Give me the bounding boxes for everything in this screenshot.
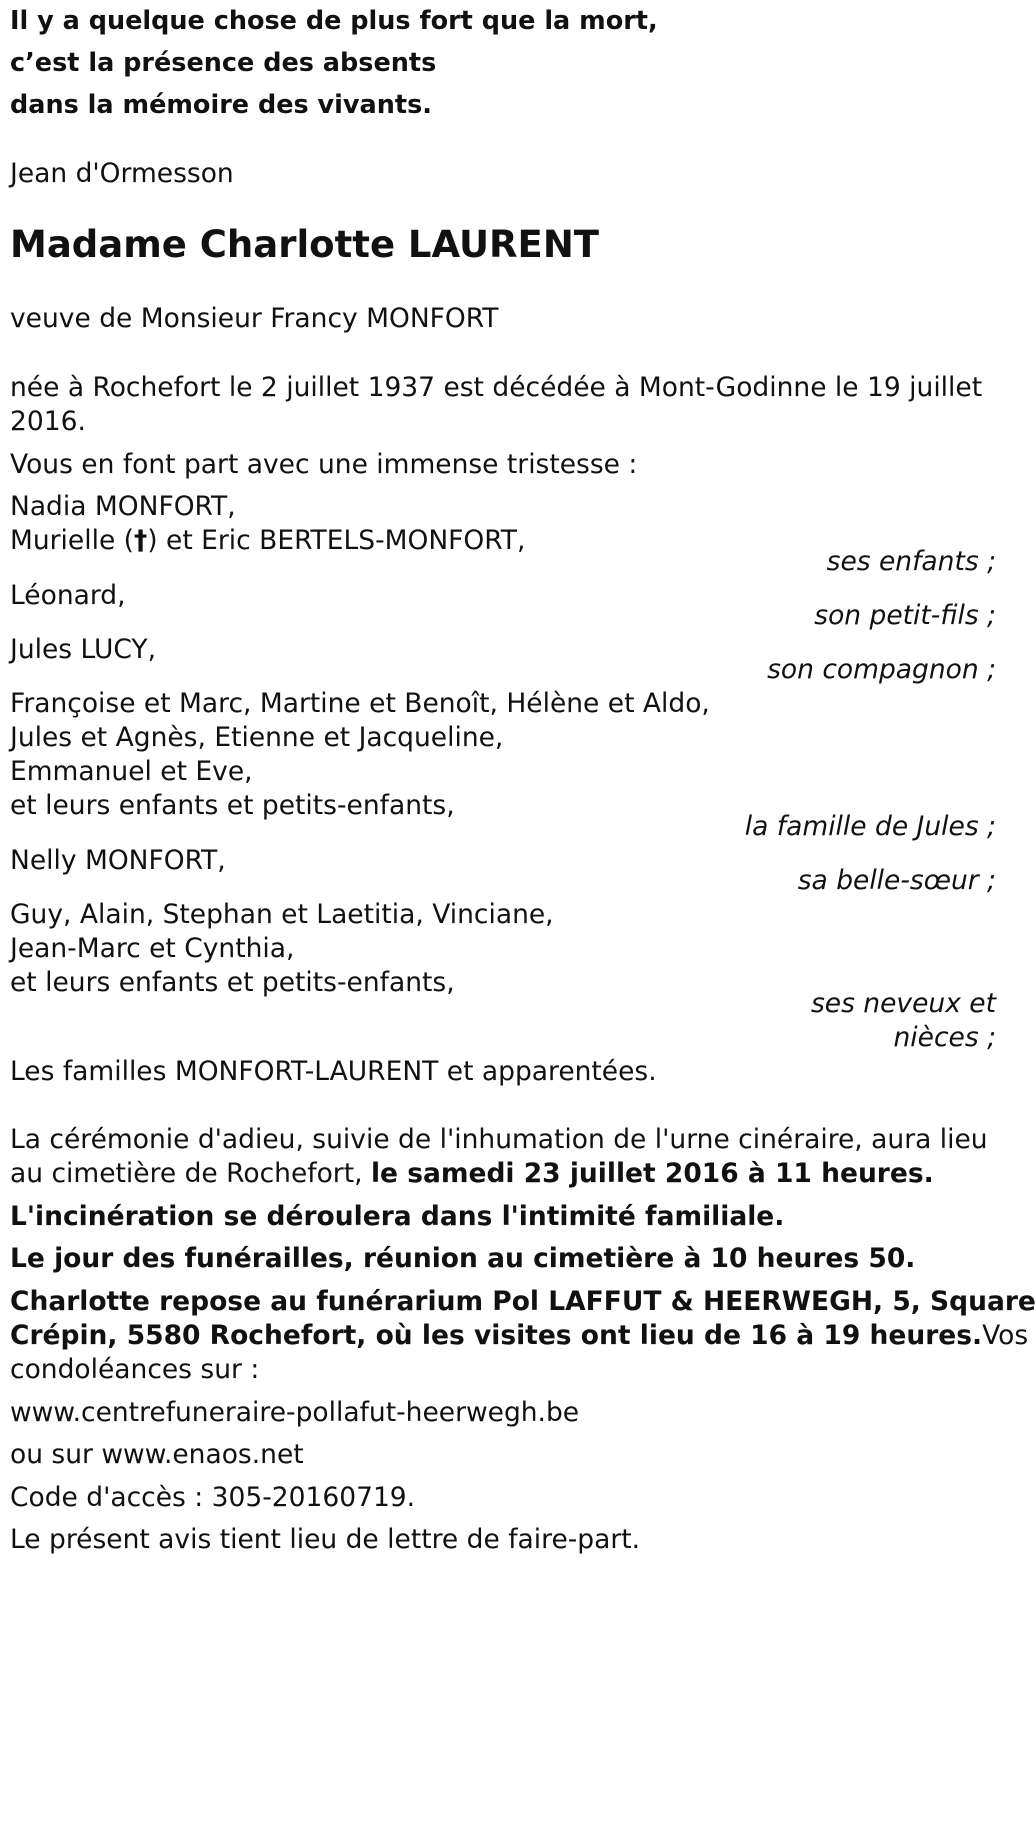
rest-line-1: Charlotte repose au funérarium Pol LAFFUT & HEERWEGH, 5, Square — [10, 1286, 1036, 1317]
jules-family-line-3: Emmanuel et Eve, — [10, 756, 253, 787]
jules-family-role: la famille de Jules ; — [744, 811, 996, 842]
nephews-line-2: Jean-Marc et Cynthia, — [10, 933, 295, 964]
quote-line-1: Il y a quelque chose de plus fort que la mort, — [10, 6, 658, 36]
companion: Jules LUCY, — [10, 634, 156, 665]
jules-family-line-4: et leurs enfants et petits-enfants, — [10, 790, 455, 821]
access-code: Code d'accès : 305-20160719. — [10, 1482, 416, 1513]
grandson-role: son petit-fils ; — [814, 600, 996, 631]
jules-family-line-2: Jules et Agnès, Etienne et Jacqueline, — [10, 722, 504, 753]
ceremony-line-2 — [10, 1158, 934, 1189]
birth-death-line-2: 2016. — [10, 406, 86, 437]
deceased-name: Madame Charlotte LAURENT — [10, 223, 600, 266]
quote-author: Jean d'Ormesson — [10, 158, 234, 189]
closing: Le présent avis tient lieu de lettre de faire-part. — [10, 1524, 641, 1555]
announcement: Vous en font part avec une immense tristesse : — [10, 449, 638, 480]
companion-role: son compagnon ; — [767, 654, 996, 685]
grandson: Léonard, — [10, 580, 126, 611]
nephews-line-1: Guy, Alain, Stephan et Laetitia, Vinciane, — [10, 899, 554, 930]
ceremony-line-1: La cérémonie d'adieu, suivie de l'inhumation de l'urne cinéraire, aura lieu — [10, 1124, 988, 1155]
jules-family-line-1: Françoise et Marc, Martine et Benoît, Hélène et Aldo, — [10, 688, 710, 719]
website-1: www.centrefuneraire-pollafut-heerwegh.be — [10, 1397, 580, 1428]
rest-line-2 — [10, 1320, 1028, 1351]
meeting: Le jour des funérailles, réunion au cimetière à 10 heures 50. — [10, 1243, 916, 1274]
families: Les familles MONFORT-LAURENT et apparentées. — [10, 1056, 657, 1087]
website-2: ou sur www.enaos.net — [10, 1439, 304, 1470]
children-line-2-a: Murielle ( — [10, 525, 135, 556]
children-role: ses enfants ; — [826, 546, 996, 577]
ceremony-line-2-a: au cimetière de Rochefort, — [10, 1158, 371, 1189]
nephews-role-line-1: ses neveux et — [810, 988, 996, 1019]
condolences: condoléances sur : — [10, 1354, 260, 1385]
sister-in-law-role: sa belle-sœur ; — [797, 865, 996, 896]
rest-line-2-bold: Crépin, 5580 Rochefort, où les visites ont lieu de 16 à 19 heures. — [10, 1320, 983, 1351]
widow-of: veuve de Monsieur Francy MONFORT — [10, 303, 499, 334]
cross-icon: † — [134, 525, 148, 556]
nephews-line-3: et leurs enfants et petits-enfants, — [10, 967, 455, 998]
rest-line-2-tail: Vos — [982, 1320, 1029, 1351]
quote-line-2: c’est la présence des absents — [10, 48, 437, 78]
children-line-2 — [10, 525, 525, 556]
children-line-2-b: ) et Eric BERTELS-MONFORT, — [147, 525, 526, 556]
birth-death-line-1: née à Rochefort le 2 juillet 1937 est décédée à Mont-Godinne le 19 juillet — [10, 372, 983, 403]
incineration: L'incinération se déroulera dans l'intimité familiale. — [10, 1201, 785, 1232]
ceremony-date: le samedi 23 juillet 2016 à 11 heures. — [370, 1158, 934, 1189]
quote-line-3: dans la mémoire des vivants. — [10, 90, 432, 120]
children-line-1: Nadia MONFORT, — [10, 491, 236, 522]
sister-in-law: Nelly MONFORT, — [10, 845, 226, 876]
nephews-role-line-2: nièces ; — [893, 1022, 996, 1053]
